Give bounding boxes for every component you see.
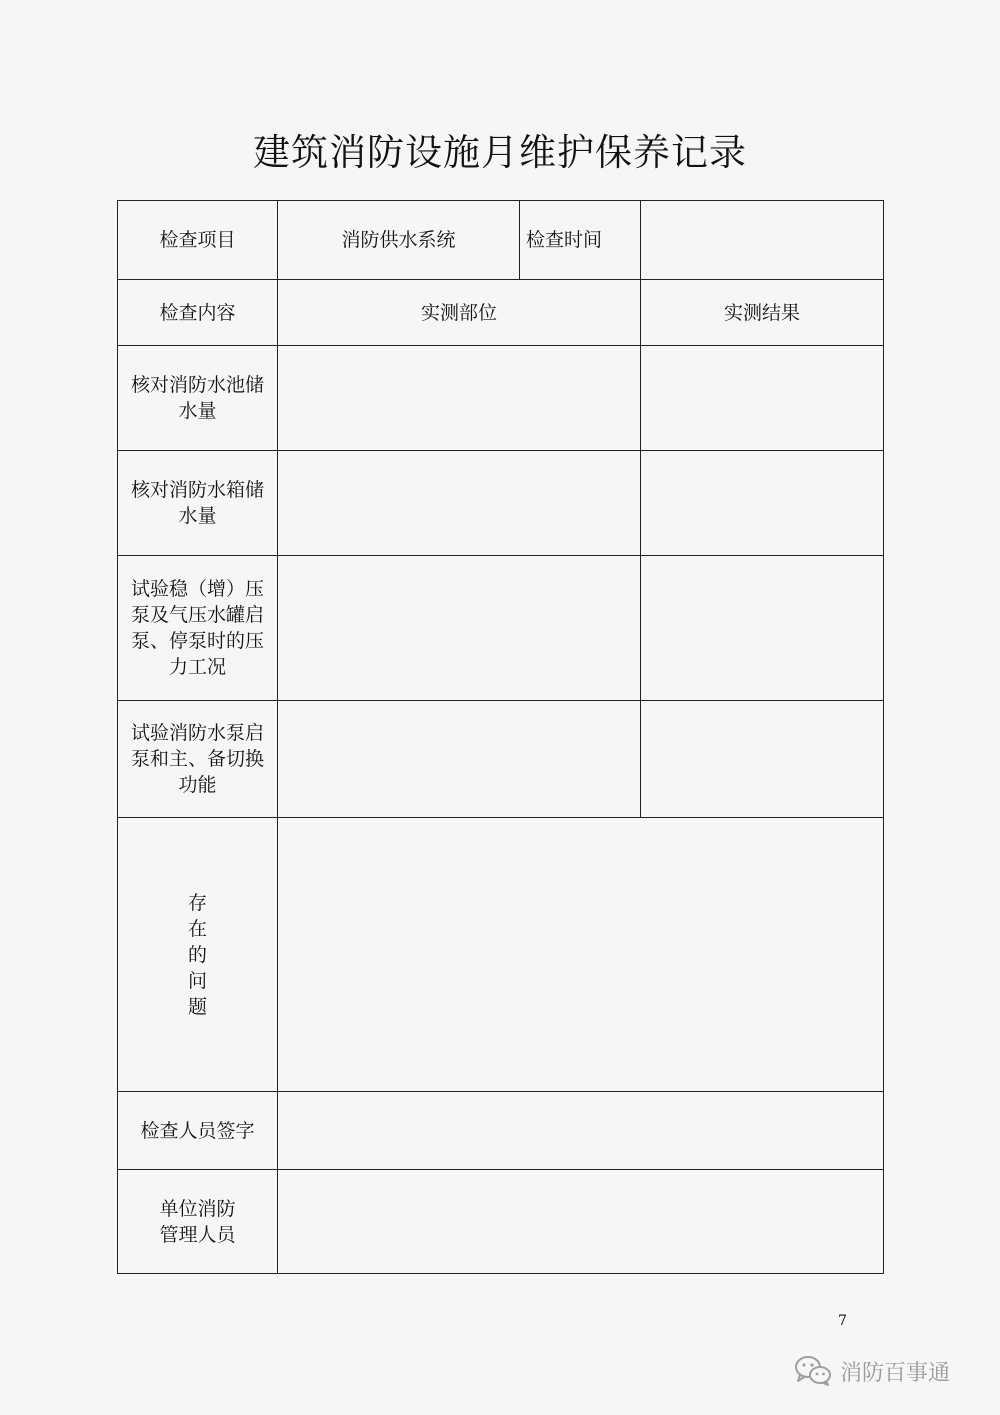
maintenance-record-table xyxy=(117,200,884,1274)
inspector-signature-field[interactable] xyxy=(278,1092,884,1170)
table-row xyxy=(118,346,884,451)
issues-label-cell xyxy=(118,818,278,1092)
check-content-cell: 试验稳（增）压泵及气压水罐启泵、停泵时的压力工况 xyxy=(118,556,278,701)
content-header: 检查内容 xyxy=(118,280,278,346)
table-row xyxy=(118,280,884,346)
wechat-icon xyxy=(794,1355,832,1387)
inspection-time-field[interactable] xyxy=(641,201,884,280)
location-header: 实测部位 xyxy=(278,280,641,346)
inspector-signature-label: 检查人员签字 xyxy=(118,1092,278,1170)
unit-manager-field[interactable] xyxy=(278,1170,884,1274)
inspection-item-value[interactable]: 消防供水系统 xyxy=(278,201,520,280)
result-field[interactable] xyxy=(641,701,884,818)
result-field[interactable] xyxy=(641,451,884,556)
inspection-item-label: 检查项目 xyxy=(118,201,278,280)
watermark xyxy=(794,1354,950,1388)
document-title: 建筑消防设施月维护保养记录 xyxy=(253,131,747,174)
check-content-cell: 试验消防水泵启泵和主、备切换功能 xyxy=(118,701,278,818)
unit-manager-label: 单位消防管理人员 xyxy=(159,1197,236,1246)
watermark-text: 消防百事通 xyxy=(840,1360,951,1386)
location-field[interactable] xyxy=(278,451,641,556)
table-row xyxy=(118,1092,884,1170)
check-content-cell: 核对消防水箱储水量 xyxy=(118,451,278,556)
check-content-cell: 核对消防水池储水量 xyxy=(118,346,278,451)
inspection-time-label: 检查时间 xyxy=(520,201,641,280)
result-field[interactable] xyxy=(641,556,884,701)
location-field[interactable] xyxy=(278,556,641,701)
location-field[interactable] xyxy=(278,346,641,451)
issues-field[interactable] xyxy=(278,818,884,1092)
result-header: 实测结果 xyxy=(641,280,884,346)
table-row xyxy=(118,451,884,556)
location-field[interactable] xyxy=(278,701,641,818)
issues-label: 存在的问题 xyxy=(187,891,207,1018)
page-number: 7 xyxy=(838,1313,847,1329)
table-row xyxy=(118,556,884,701)
result-field[interactable] xyxy=(641,346,884,451)
table-row xyxy=(118,701,884,818)
unit-manager-label-cell xyxy=(118,1170,278,1274)
table-row xyxy=(118,201,884,280)
table-row xyxy=(118,818,884,1092)
table-row xyxy=(118,1170,884,1274)
